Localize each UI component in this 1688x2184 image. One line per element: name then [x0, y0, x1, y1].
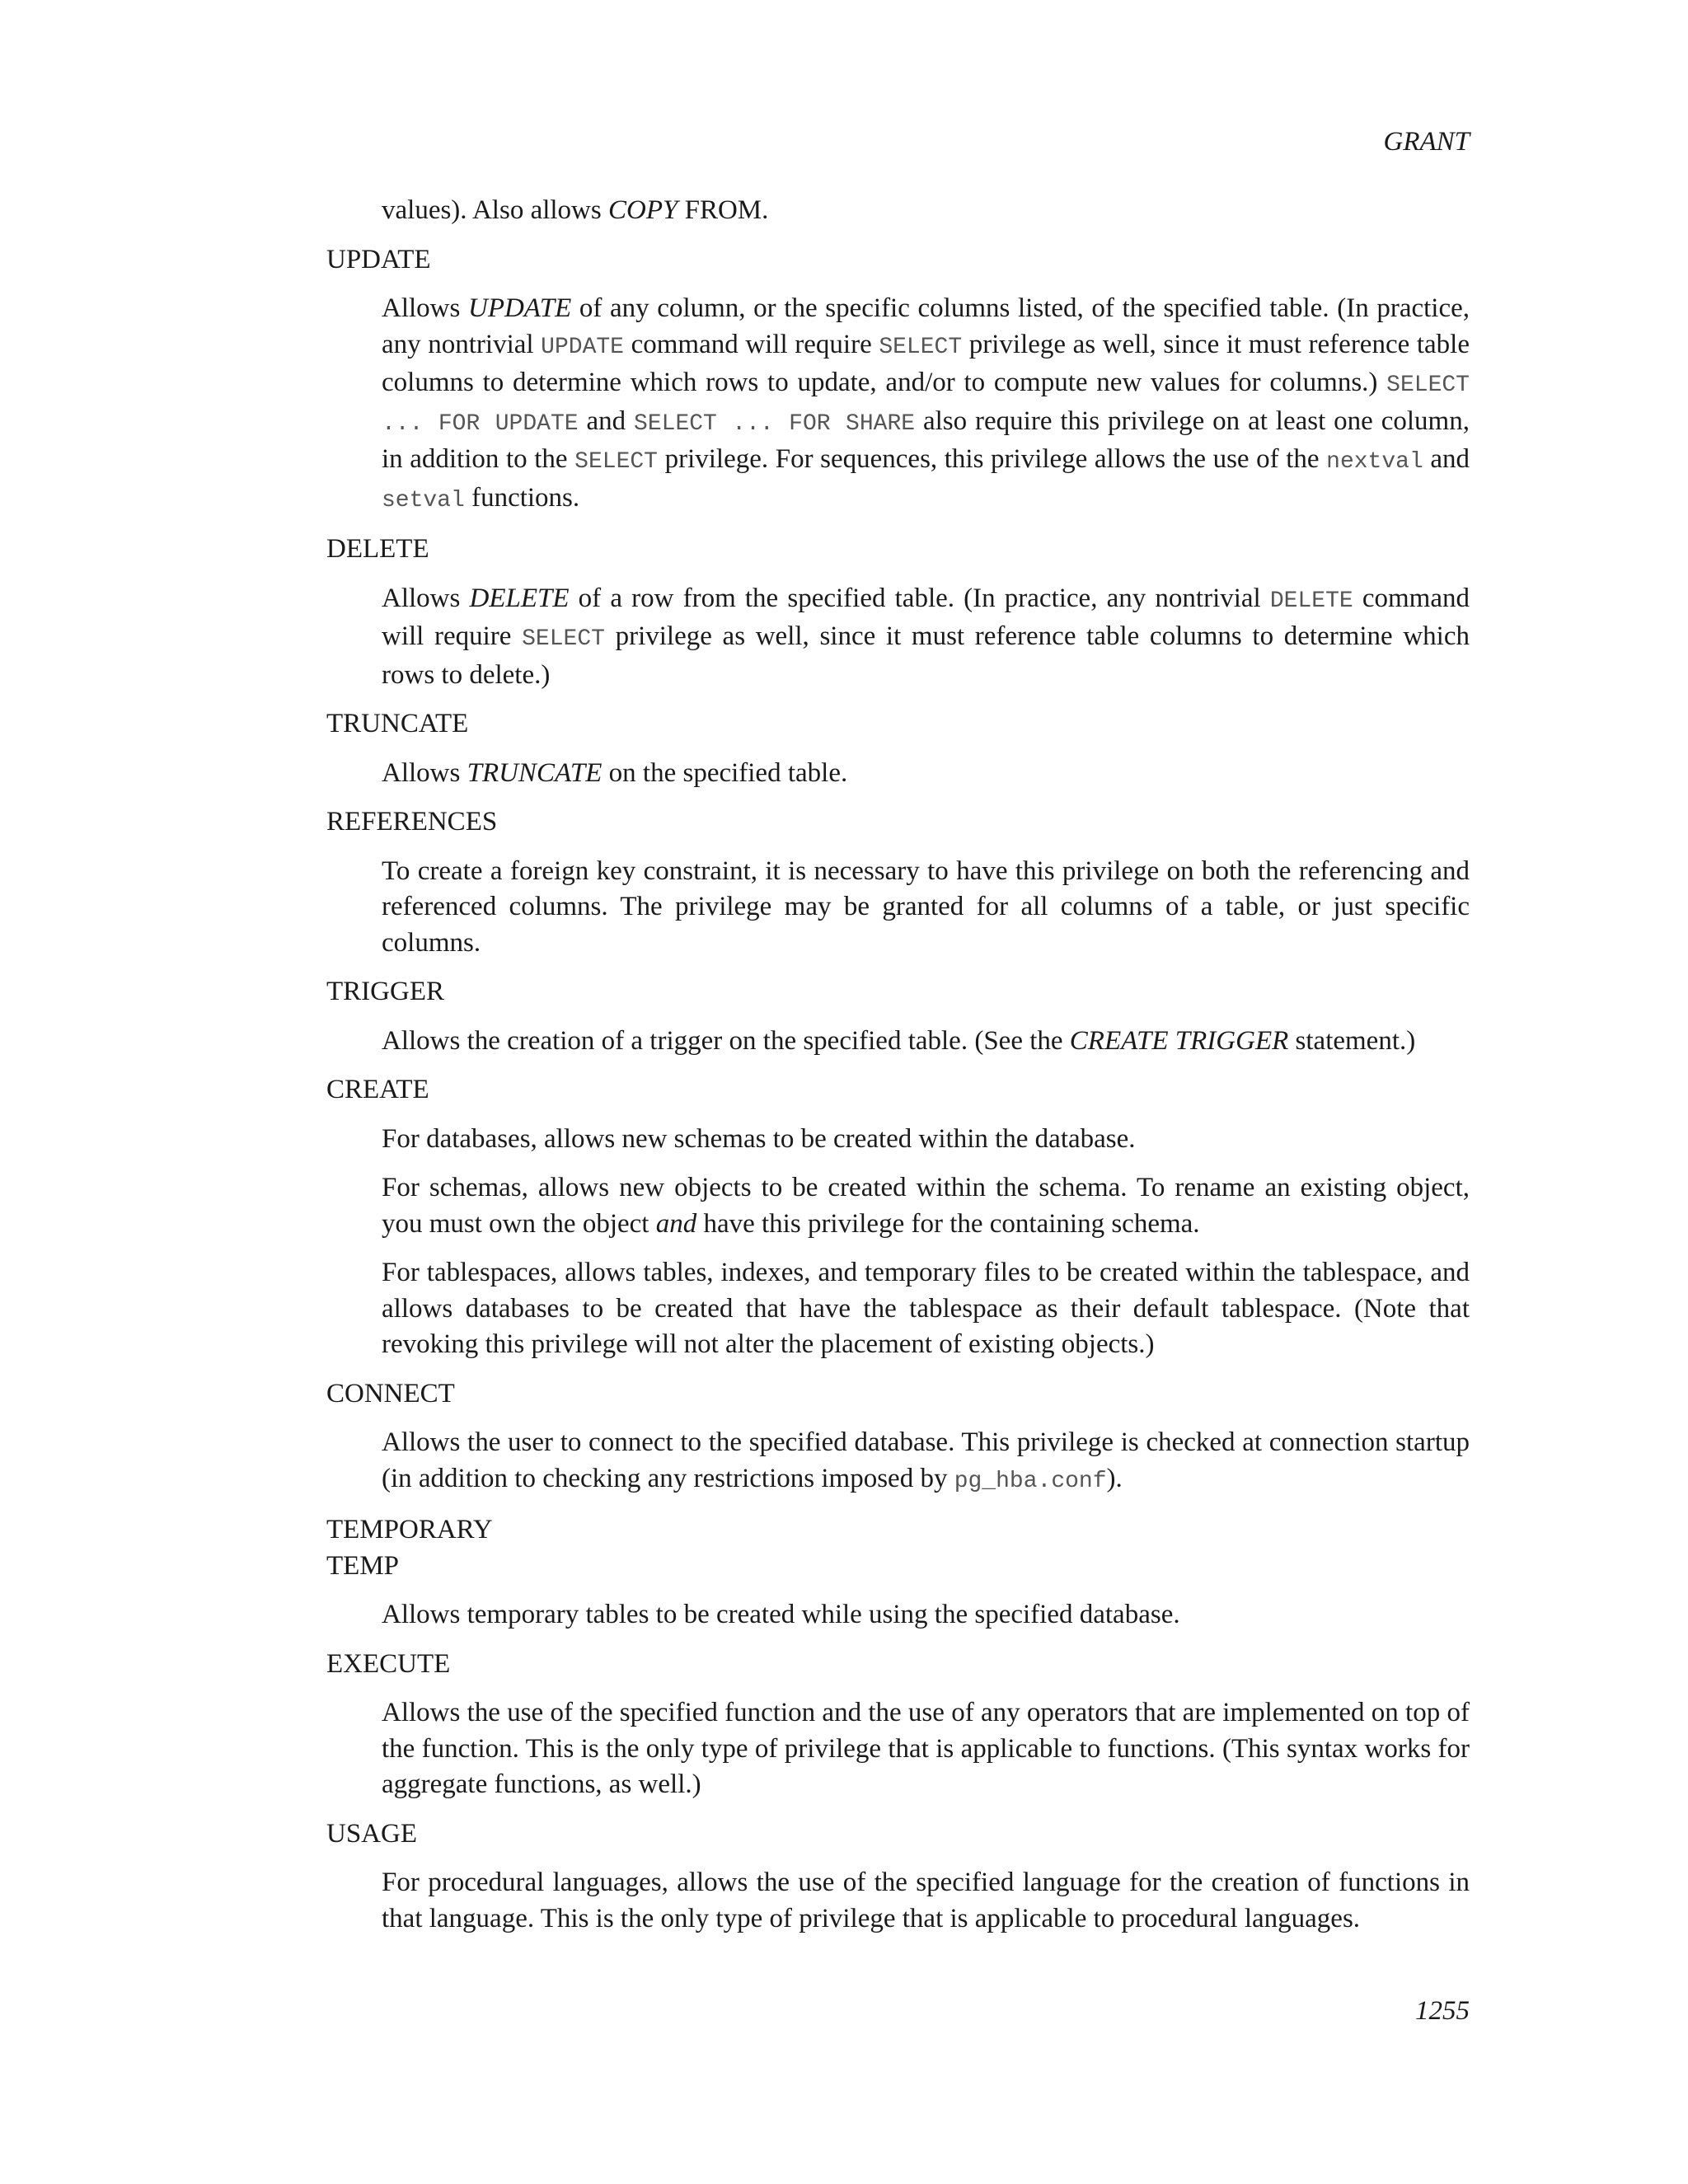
- inline-code: SELECT ... FOR UPDATE: [382, 373, 1470, 437]
- term-references: REFERENCES: [326, 807, 498, 837]
- command-name: CREATE TRIGGER: [1069, 1025, 1289, 1056]
- inline-code: SELECT: [522, 626, 605, 652]
- command-name: UPDATE: [467, 293, 572, 323]
- desc-create-schemas: For schemas, allows new objects to be created within the schema. To rename an existing object, you must own the object and have this privilege for the containing schema.: [382, 1173, 1470, 1239]
- emphasis: and: [655, 1208, 697, 1239]
- term-trigger: TRIGGER: [326, 977, 444, 1006]
- desc-create-databases: For databases, allows new schemas to be created within the database.: [382, 1123, 1136, 1154]
- desc-create-tablespaces: For tablespaces, allows tables, indexes, and temporary files to be created within the tablespace, and allows databases to be created that have the tablespace as their default tablespace. (Note that revoking this privilege will not alter the placement of existing objects.): [382, 1258, 1470, 1359]
- desc-usage: For procedural languages, allows the use of the specified language for the creation of functions in that language. This is the only type of privilege that is applicable to procedural languages.: [382, 1868, 1470, 1933]
- intro-continuation: values). Also allows COPY FROM.: [382, 195, 769, 225]
- desc-update: Allows UPDATE of any column, or the specific columns listed, of the specified table. (In practice, any nontrivial UPDATE command will require SELECT privilege as well, since it must reference table columns to determine which rows to update, and/or to compute new values for columns.) SELECT ... FOR UPDATE and SELECT ... FOR SHARE also require this privilege on at least one column, in addition to the SELECT privilege. For sequences, this privilege allows the use of the nextval and setval functions.: [382, 293, 1470, 513]
- command-name: DELETE: [469, 583, 570, 613]
- document-body: [326, 193, 1470, 1950]
- desc-temporary: Allows temporary tables to be created while using the specified database.: [382, 1600, 1180, 1629]
- term-truncate: TRUNCATE: [326, 709, 469, 738]
- term-usage: USAGE: [326, 1818, 418, 1849]
- inline-code: SELECT: [574, 449, 658, 475]
- desc-references: To create a foreign key constraint, it is necessary to have this privilege on both the referencing and referenced columns. The privilege may be granted for all columns of a table, or just specific columns.: [382, 855, 1470, 958]
- inline-code: SELECT ... FOR SHARE: [634, 410, 916, 437]
- inline-code: SELECT: [879, 334, 963, 360]
- inline-code: nextval: [1326, 449, 1423, 475]
- desc-execute: Allows the use of the specified function and the use of any operators that are implemented on top of the function. This is the only type of privilege that is applicable to functions. (This syntax works for aggregate functions, as well.): [382, 1698, 1470, 1799]
- command-name: COPY: [607, 195, 678, 225]
- inline-code: UPDATE: [541, 334, 624, 360]
- desc-connect: Allows the user to connect to the specified database. This privilege is checked at connection startup (in addition to checking any restrictions imposed by pg_hba.conf).: [382, 1427, 1470, 1494]
- term-delete: DELETE: [326, 534, 429, 564]
- command-name: TRUNCATE: [467, 757, 603, 788]
- inline-code: DELETE: [1269, 588, 1353, 614]
- term-create: CREATE: [326, 1075, 429, 1104]
- term-connect: CONNECT: [326, 1378, 455, 1408]
- term-temporary: TEMPORARY TEMP: [326, 1515, 493, 1581]
- term-update: UPDATE: [326, 244, 431, 274]
- desc-truncate: Allows TRUNCATE on the specified table.: [382, 757, 848, 788]
- inline-code: pg_hba.conf: [954, 1468, 1107, 1494]
- running-header-title: GRANT: [1383, 127, 1470, 157]
- inline-code: setval: [382, 487, 465, 513]
- term-execute: EXECUTE: [326, 1648, 451, 1679]
- page-number: 1255: [1415, 1996, 1470, 2026]
- desc-create: [382, 1122, 1470, 1363]
- desc-trigger: Allows the creation of a trigger on the specified table. (See the CREATE TRIGGER statement.): [382, 1025, 1416, 1056]
- desc-delete: Allows DELETE of a row from the specified table. (In practice, any nontrivial DELETE command will require SELECT privilege as well, since it must reference table columns to determine which rows to delete.): [382, 583, 1470, 690]
